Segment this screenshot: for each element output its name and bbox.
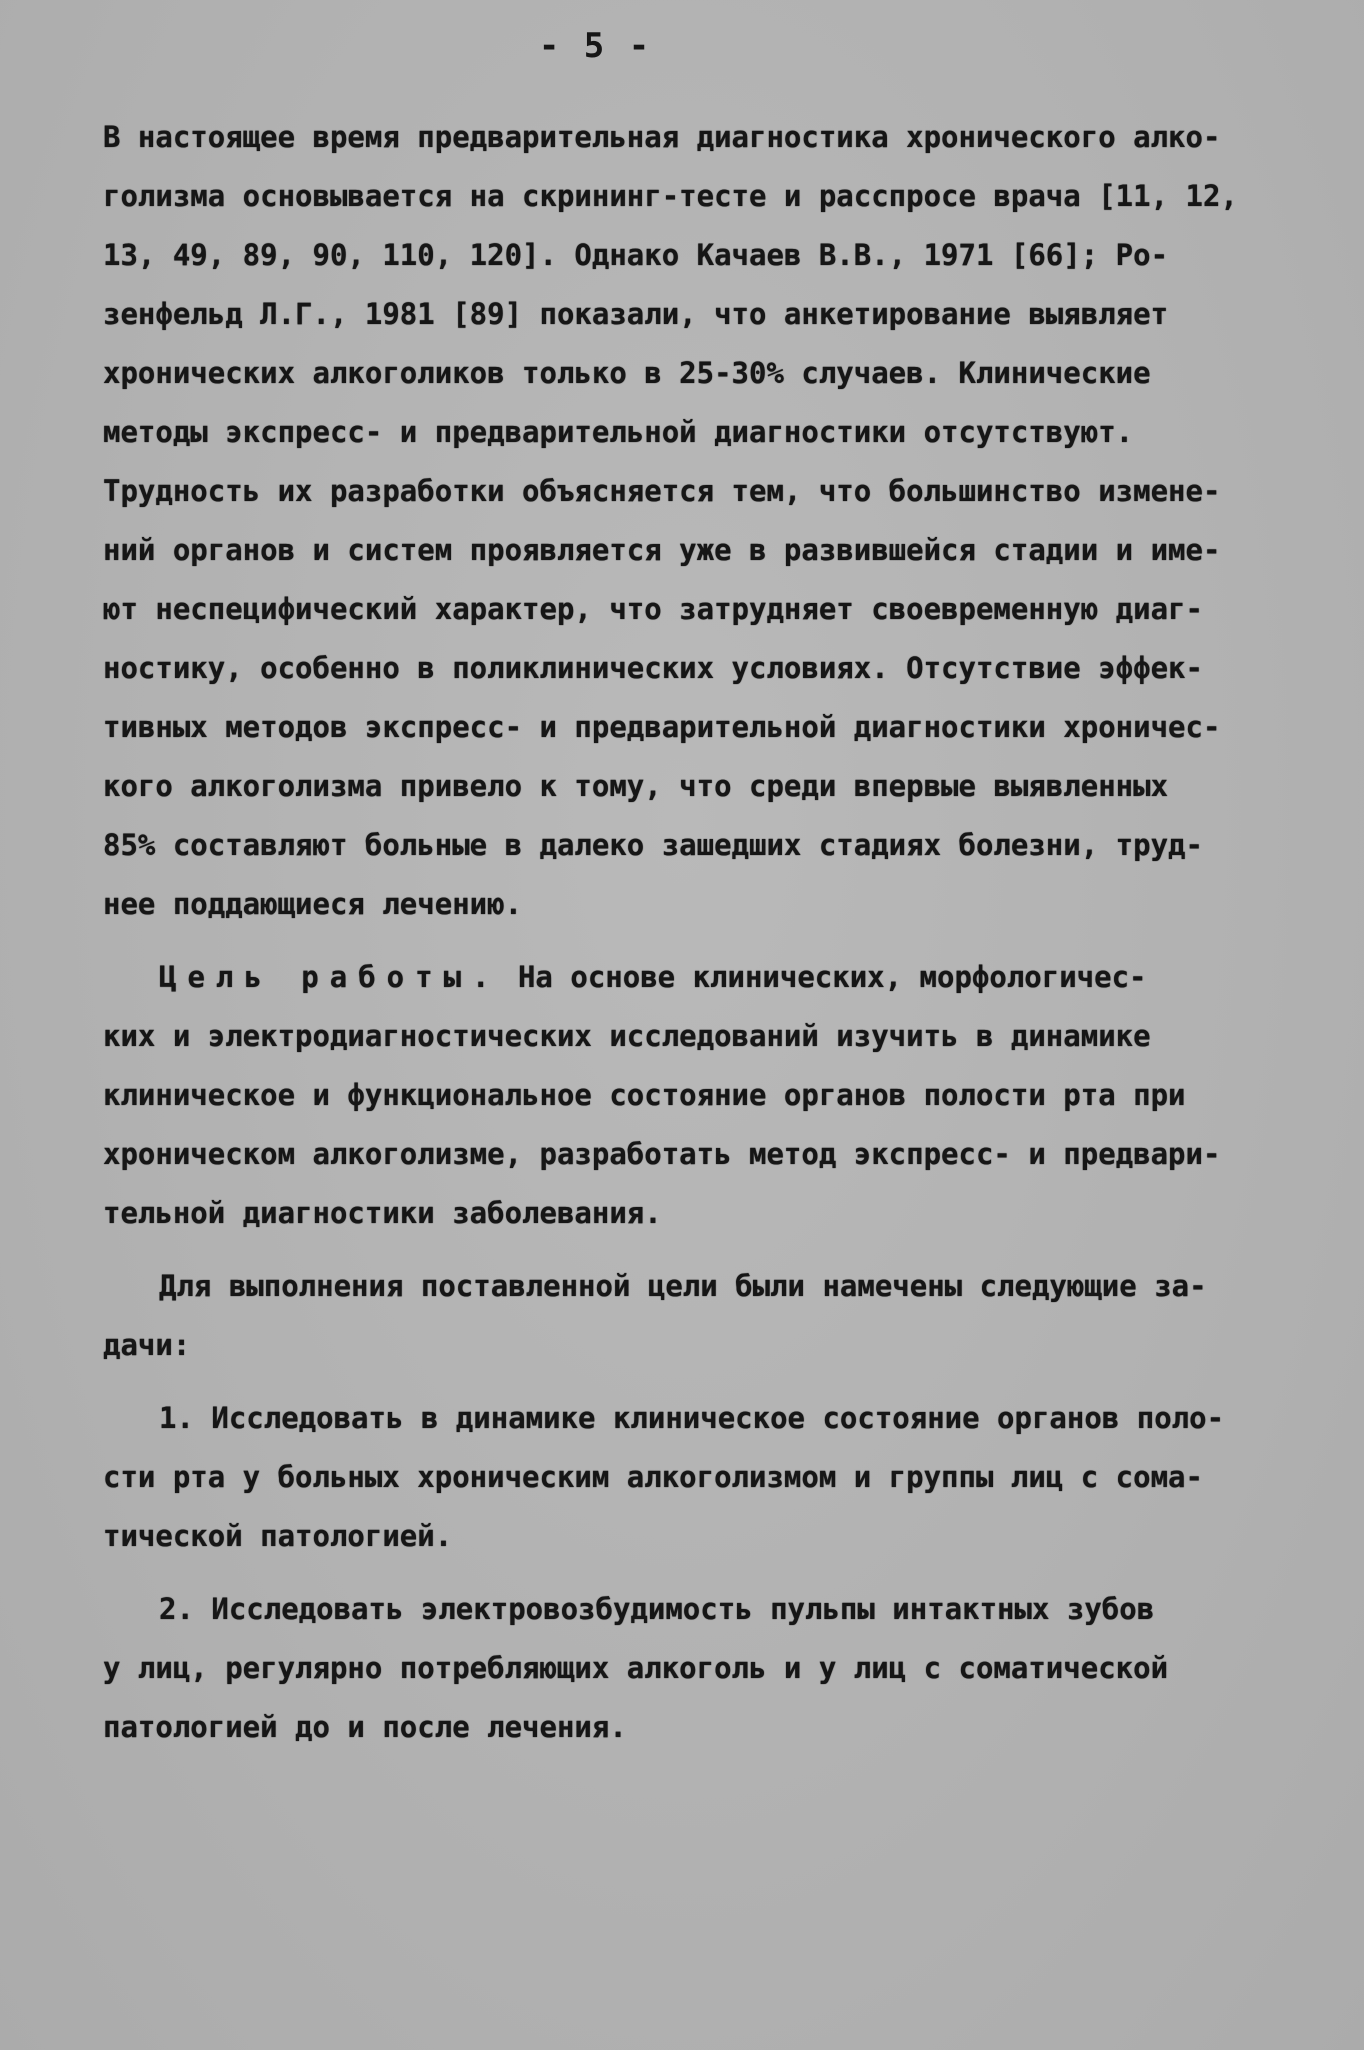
text-line: тической патологией. (103, 1519, 453, 1553)
text-line: ний органов и систем проявляется уже в развившейся стадии и име- (103, 533, 1221, 567)
text-line: голизма основывается на скрининг-тесте и расспросе врача [11, 12, (103, 179, 1238, 213)
text-line: 13, 49, 89, 90, 110, 120]. Однако Качаев В.В., 1971 [66]; Ро- (103, 238, 1169, 272)
text-line: В настоящее время предварительная диагностика хронического алко- (103, 120, 1221, 154)
text-fragment: На основе клинических, морфологичес- (500, 960, 1147, 994)
text-line: Трудность их разработки объясняется тем, что большинство измене- (103, 474, 1221, 508)
text-line: сти рта у больных хроническим алкоголизмом и группы лиц с сома- (103, 1460, 1203, 1494)
text-line: у лиц, регулярно потребляющих алкоголь и у лиц с соматической (103, 1651, 1169, 1685)
text-line: дачи: (103, 1328, 191, 1362)
paragraph-intro (103, 108, 1263, 934)
text-line: Для выполнения поставленной цели были намечены следующие за- (159, 1269, 1207, 1303)
text-line: нее поддающиеся лечению. (103, 887, 523, 921)
text-line: ют неспецифический характер, что затрудняет своевременную диаг- (103, 592, 1203, 626)
text-line: 85% составляют больные в далеко зашедших стадиях болезни, труд- (103, 828, 1203, 862)
text-line: методы экспресс- и предварительной диагностики отсутствуют. (103, 415, 1134, 449)
text-line: клиническое и функциональное состояние органов полости рта при (103, 1078, 1186, 1112)
text-line (103, 948, 1263, 1007)
text-line: кого алкоголизма привело к тому, что среди впервые выявленных (103, 769, 1169, 803)
text-line: 1. Исследовать в динамике клиническое состояние органов поло- (159, 1401, 1225, 1435)
text-line: 2. Исследовать электровозбудимость пульпы интактных зубов (159, 1592, 1155, 1626)
text-line: тельной диагностики заболевания. (103, 1196, 662, 1230)
paragraph-tasks-intro (103, 1257, 1263, 1375)
page-number: - 5 - (538, 26, 652, 66)
task-item-1 (103, 1389, 1263, 1566)
text-line: зенфельд Л.Г., 1981 [89] показали, что анкетирование выявляет (103, 297, 1169, 331)
text-line: патологией до и после лечения. (103, 1710, 627, 1744)
section-heading-goal: Цель работы. (159, 960, 501, 994)
document-body (103, 108, 1263, 1757)
task-item-2 (103, 1580, 1263, 1757)
text-line: тивных методов экспресс- и предварительной диагностики хроничес- (103, 710, 1221, 744)
text-line: хроническом алкоголизме, разработать метод экспресс- и предвари- (103, 1137, 1221, 1171)
text-line: ких и электродиагностических исследований изучить в динамике (103, 1019, 1151, 1053)
paragraph-goal (103, 948, 1263, 1243)
text-line: ностику, особенно в поликлинических условиях. Отсутствие эффек- (103, 651, 1203, 685)
text-line: хронических алкоголиков только в 25-30% случаев. Клинические (103, 356, 1151, 390)
